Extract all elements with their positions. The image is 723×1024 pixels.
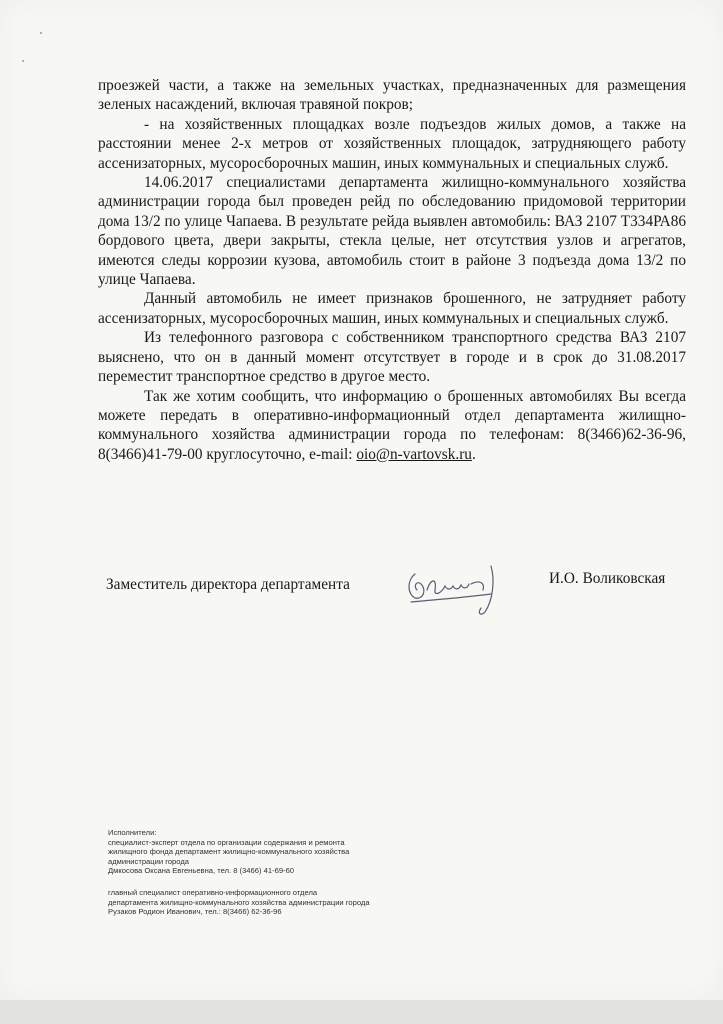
scan-speck: [40, 32, 42, 34]
contact-tail: .: [471, 445, 476, 463]
executor-line: жилищного фонда департамент жилищно-коммунального хозяйства: [108, 847, 350, 857]
email-link[interactable]: oio@n-vartovsk.ru: [356, 445, 472, 463]
executors-heading: Исполнители:: [108, 828, 157, 837]
paragraph: 14.06.2017 специалистами департамента жилищно-коммунального хозяйства администрации города был проведен рейд по обследованию придомовой территории дома 13/2 по улице Чапаева. В результате рейда выявлен автомобиль: ВАЗ 2107 Т334РА86 бордового цвета, двери закрыты, стекла целые, нет отсутствия узлов и агрегатов, имеются следы коррозии кузова, автомобиль стоит в районе 3 подъезда дома 13/2 по улице Чапаева.: [98, 174, 686, 289]
signatory-position: Заместитель директора департамента: [106, 576, 350, 593]
executors-block: [108, 828, 468, 917]
signatory-name: И.О. Воликовская: [549, 570, 666, 587]
paragraph: - на хозяйственных площадках возле подъездов жилых домов, а также на расстоянии менее 2-х метров от хозяйственных площадок, затрудняющего работу ассенизаторных, мусоросборочных машин, иных коммунальных и специальных служб.: [98, 115, 686, 172]
paragraph: Из телефонного разговора с собственником транспортного средства ВАЗ 2107 выяснено, что он в данный момент отсутствует в городе и в срок до 31.08.2017 переместит транспортное средство в другое место.: [98, 329, 686, 386]
scan-speck: [22, 60, 24, 62]
paragraph: проезжей части, а также на земельных участках, предназначенных для размещения зеленых насаждений, включая травяной покров;: [98, 77, 686, 114]
spacer: [108, 876, 468, 888]
executor-line: департамента жилищно-коммунального хозяйства администрации города: [108, 897, 370, 907]
executor-line: администрации города: [108, 856, 189, 866]
paragraph-contact: [98, 387, 686, 465]
handwritten-signature: [401, 560, 511, 620]
executor-line: главный специалист оперативно-информационного отдела: [108, 887, 318, 897]
executor-line: специалист-эксперт отдела по организации содержания и ремонта: [108, 837, 345, 847]
signature-block: [106, 560, 686, 630]
executor-line: Дмкосова Оксана Евгеньевна, тел. 8 (3466) 41-69-60: [108, 866, 295, 876]
paragraph: Данный автомобиль не имеет признаков брошенного, не затрудняет работу ассенизаторных, мусоросборочных машин, иных коммунальных и специальных служб.: [98, 290, 686, 327]
letter-body: [98, 76, 686, 464]
scan-bottom-edge: [0, 1000, 723, 1024]
contact-text: Так же хотим сообщить, что информацию о брошенных автомобилях Вы всегда можете передать в оперативно-информационный отдел департамента жилищно-коммунального хозяйства администрации города по телефонам: 8(3466)62-36-96, 8(3466)41-79-00 круглосуточно, e-mail:: [98, 387, 686, 463]
executor-line: Рузаков Родион Иванович, тел.: 8(3466) 62-36-96: [108, 907, 282, 917]
